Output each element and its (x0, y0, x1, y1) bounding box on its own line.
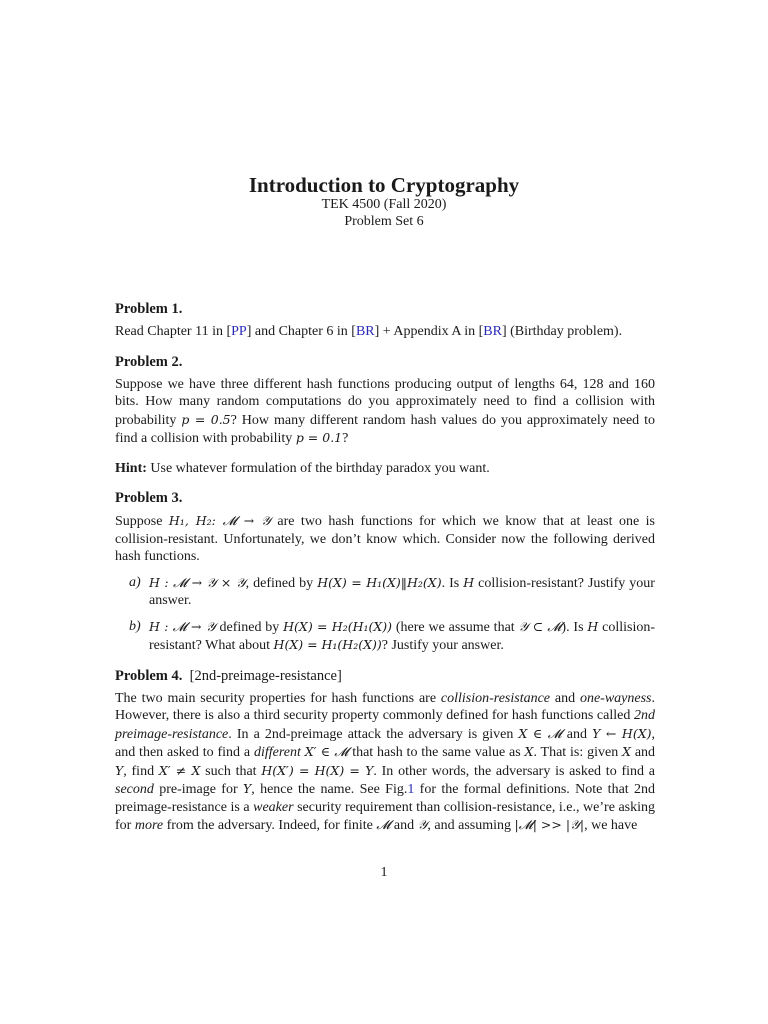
text-span: The two main security properties for hash functions are (115, 690, 441, 706)
math-expression: |𝓜| >> |𝒴| (514, 817, 585, 832)
problem-4-tag: [2nd-preimage-resistance] (189, 667, 342, 684)
text-span: , find (123, 763, 159, 779)
math-expression: p = 0.5 (181, 411, 231, 427)
emphasis: more (134, 818, 164, 833)
problem-3-title: Problem 3. (115, 490, 183, 506)
text-span: (here we assume that (392, 619, 519, 635)
problem-4-title (115, 667, 655, 686)
problem-set-label: Problem Set 6 (344, 214, 424, 229)
reference-link-pp[interactable]: PP (231, 324, 247, 339)
problem-2-text (115, 376, 655, 448)
text-span: security requirement than collision-resistance, i.e., we’re asking for (115, 799, 655, 833)
text-span: . Is (441, 575, 464, 591)
math-expression: H : 𝓜 → 𝒴 (149, 618, 216, 634)
text-span: that hash to the same value as (348, 745, 525, 760)
problems-body (115, 300, 655, 847)
emphasis: second (115, 782, 154, 797)
problem-3-parts (115, 574, 655, 655)
problem-1-text (115, 323, 655, 341)
math-expression: X′ ≠ X (158, 762, 201, 778)
math-expression: H₁, H₂: 𝓜 → 𝒴 (168, 513, 271, 528)
text-span: . In other words, the adversary is asked to find a (373, 763, 655, 779)
text-span: and (550, 690, 580, 706)
text-span: collision-resistant? What about (149, 619, 656, 653)
text-span: such that (200, 763, 262, 779)
problem-3-text (115, 512, 655, 566)
reference-link-br[interactable]: BR (355, 324, 375, 339)
text-span: from the adversary. Indeed, for finite (163, 818, 377, 833)
hint-text: Use whatever formulation of the birthday paradox you want. (146, 460, 490, 476)
math-expression: Y (115, 762, 124, 778)
text-span: , and then asked to find a (115, 726, 655, 760)
text-span: Suppose we have three different hash functions producing output of lengths 64, 128 and 160 bits. How many random computations do you approximately need to find a collision with probability (115, 376, 655, 428)
page-number: 1 (380, 865, 388, 880)
math-expression: H(X) = H₁(H₂(X)) (273, 637, 382, 652)
emphasis: one-wayness (579, 690, 652, 706)
text-span: , and assuming (427, 818, 515, 833)
problem-3-part-b (115, 618, 655, 655)
figure-link[interactable]: 1 (407, 782, 415, 797)
text-span: ] (Birthday problem). (501, 324, 623, 339)
emphasis: 2nd preimage-resistance (115, 708, 655, 742)
text-span: and (630, 745, 656, 760)
problem-2-title: Problem 2. (115, 353, 183, 370)
emphasis: weaker (253, 799, 294, 815)
text-span: pre-image for (153, 782, 243, 797)
math-expression: X′ ∈ 𝓜 (304, 744, 349, 759)
math-expression: H(X′) = H(X) = Y (261, 762, 374, 778)
problem-4-text (115, 690, 655, 835)
text-span: ? (342, 431, 349, 446)
math-expression: X (524, 744, 534, 759)
text-span: and (390, 818, 418, 833)
text-span: collision-resistant? Justify your answer. (149, 575, 655, 608)
math-expression: H (587, 618, 599, 634)
text-span: ] and Chapter 6 in [ (246, 324, 356, 339)
document-title: Introduction to Cryptography (248, 173, 520, 197)
text-span: ). Is (561, 619, 588, 635)
math-expression: H (463, 574, 475, 590)
course-code: TEK 4500 (Fall 2020) (321, 197, 447, 212)
reference-link-br[interactable]: BR (483, 324, 502, 339)
text-span: Read Chapter 11 in [ (115, 324, 232, 339)
text-span: . That is: given (533, 745, 623, 760)
text-span: and (561, 726, 593, 742)
math-expression: 𝒴 (417, 817, 428, 832)
math-expression: H : 𝓜 → 𝒴 × 𝒴 (149, 574, 246, 590)
emphasis: different (253, 745, 301, 760)
problem-4-label: Problem 4. (115, 667, 183, 684)
math-expression: X (622, 744, 631, 759)
problem-1-title: Problem 1. (115, 301, 183, 317)
math-expression: 𝓜 (376, 817, 391, 832)
text-span: defined by (215, 619, 284, 635)
text-span: , hence the name. See Fig. (251, 782, 408, 797)
part-label: a) (129, 574, 141, 590)
text-span: , defined by (245, 575, 318, 591)
text-span: . However, there is also a third security property commonly defined for hash functions called (115, 690, 655, 723)
text-span: for the formal definitions. Note that 2nd preimage-resistance is a (115, 782, 655, 815)
text-span: . In a 2nd-preimage attack the adversary is given (228, 726, 519, 742)
math-expression: 𝒴 ⊂ 𝓜 (518, 618, 562, 634)
math-expression: Y (242, 781, 252, 796)
text-span: ] + Appendix A in [ (374, 324, 484, 339)
math-expression: Y ← H(X) (592, 725, 652, 741)
math-expression: X ∈ 𝓜 (518, 725, 562, 741)
text-span: are two hash functions for which we know that at least one is collision-resistant. Unfortunately, we don’t know which. Consider now the following derived hash functions. (115, 514, 655, 564)
text-span: , we have (584, 818, 638, 833)
text-span: ? Justify your answer. (381, 638, 504, 653)
part-label: b) (129, 618, 141, 634)
text-span: ? How many different random hash values do you approximately need to find a collision with probability (115, 412, 655, 446)
problem-2-hint (115, 460, 655, 478)
hint-label: Hint: (115, 460, 147, 476)
problem-3-part-a (115, 574, 655, 610)
math-expression: H(X) = H₁(X)‖H₂(X) (317, 574, 442, 590)
math-expression: p = 0.1 (295, 430, 343, 445)
math-expression: H(X) = H₂(H₁(X)) (283, 618, 393, 634)
emphasis: collision-resistance (440, 690, 551, 706)
text-span: Suppose (115, 514, 169, 529)
